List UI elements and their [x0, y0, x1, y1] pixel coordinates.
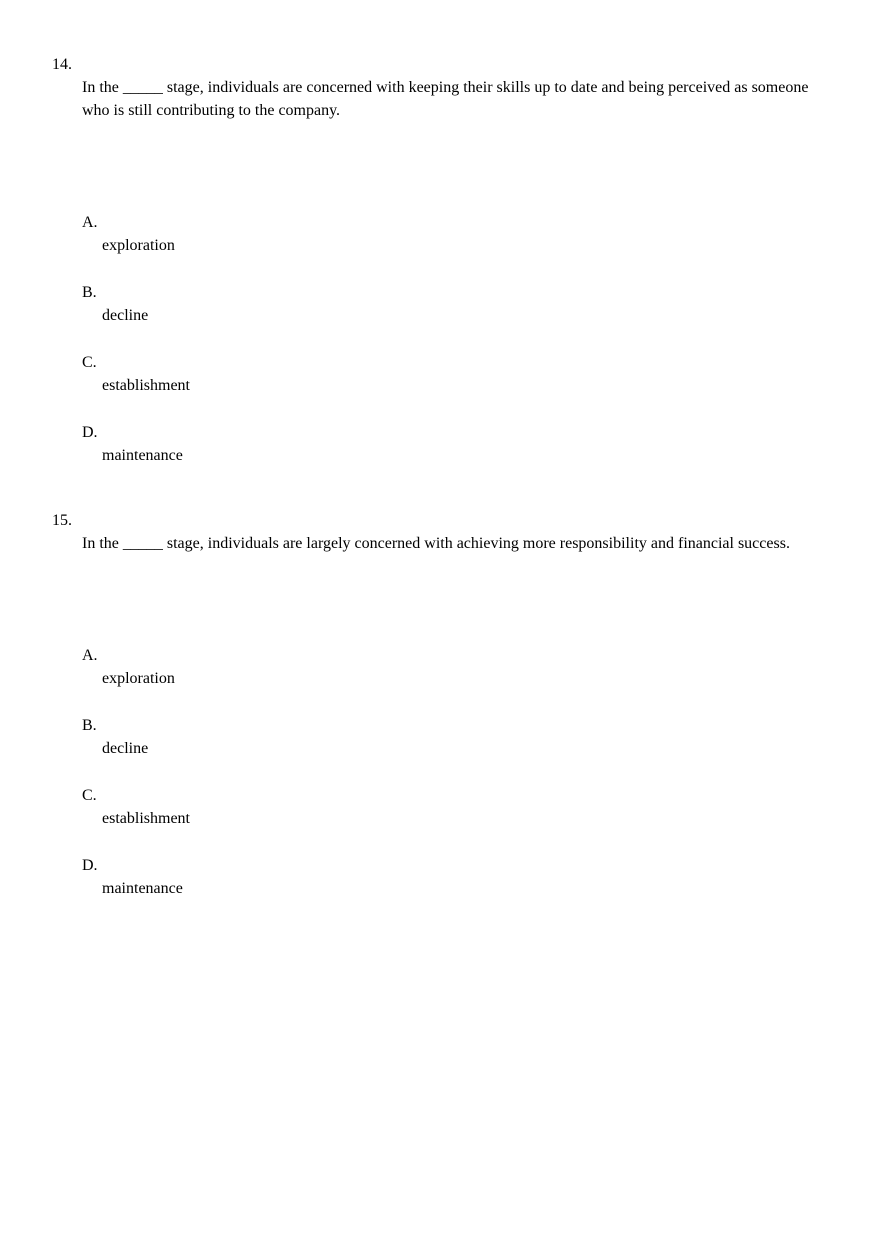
option-letter: D. — [82, 424, 98, 441]
option-text: maintenance — [102, 447, 183, 464]
option-text: establishment — [102, 810, 190, 827]
question-number: 14. — [52, 56, 72, 73]
option-text: decline — [102, 740, 149, 757]
option-d[interactable] — [82, 421, 812, 467]
option-letter: A. — [82, 214, 98, 231]
option-letter: A. — [82, 647, 98, 664]
question-15 — [52, 509, 812, 924]
option-text: establishment — [102, 377, 190, 394]
question-number: 15. — [52, 512, 72, 529]
option-letter: B. — [82, 717, 97, 734]
option-letter: C. — [82, 354, 97, 371]
option-text: maintenance — [102, 880, 183, 897]
option-text: decline — [102, 307, 149, 324]
option-a[interactable] — [82, 644, 812, 690]
option-b[interactable] — [82, 281, 812, 327]
option-c[interactable] — [82, 351, 812, 397]
option-c[interactable] — [82, 784, 812, 830]
option-letter: B. — [82, 284, 97, 301]
option-text: exploration — [102, 237, 175, 254]
answer-options — [82, 644, 812, 900]
question-14 — [52, 53, 812, 491]
option-d[interactable] — [82, 854, 812, 900]
option-letter: D. — [82, 857, 98, 874]
question-text: In the _____ stage, individuals are concerned with keeping their skills up to date and being perceived as someone who is still contributing to the company. — [82, 79, 809, 119]
option-text: exploration — [102, 670, 175, 687]
option-a[interactable] — [82, 211, 812, 257]
question-text: In the _____ stage, individuals are largely concerned with achieving more responsibility and financial success. — [82, 535, 790, 552]
option-letter: C. — [82, 787, 97, 804]
option-b[interactable] — [82, 714, 812, 760]
answer-options — [82, 211, 812, 467]
